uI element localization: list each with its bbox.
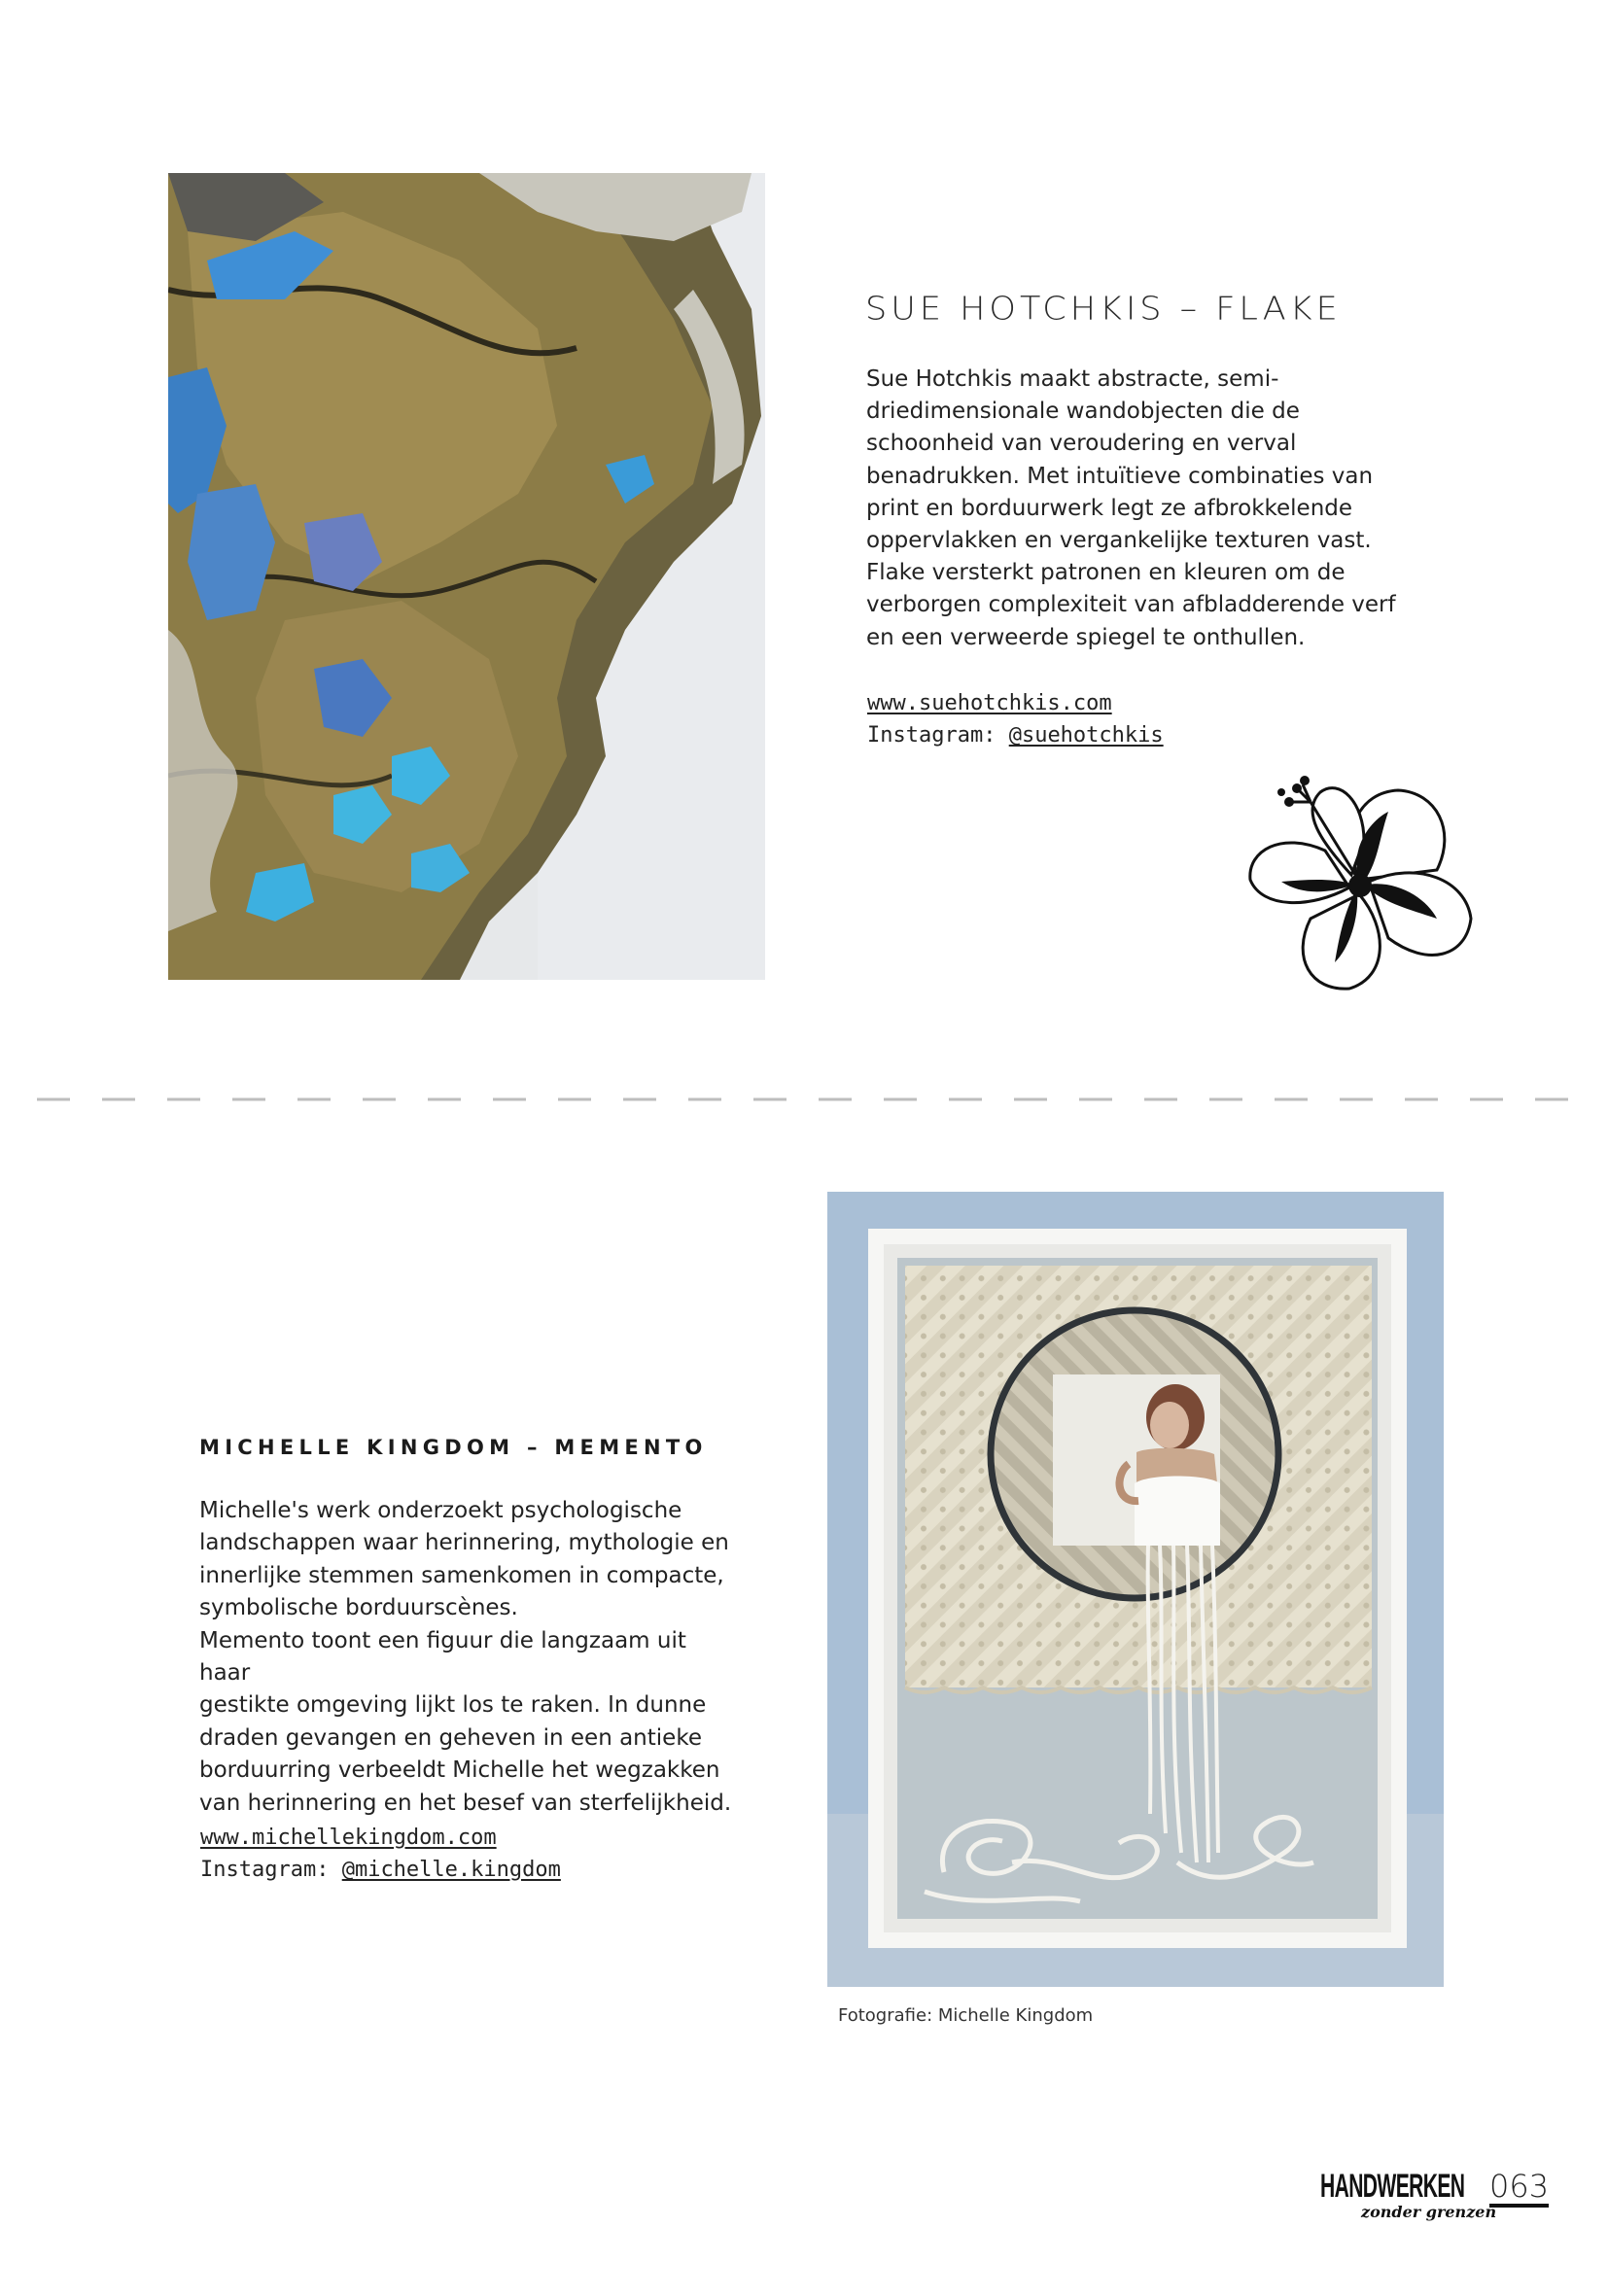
body-line: innerlijke stemmen samenkomen in compacte, xyxy=(199,1562,724,1588)
article-title-michelle-kingdom: MICHELLE KINGDOM – MEMENTO xyxy=(199,1436,708,1459)
magazine-logo xyxy=(1320,2168,1497,2222)
instagram-link[interactable]: @suehotchkis xyxy=(1008,723,1164,748)
body-line: oppervlakken en vergankelijke texturen vast. xyxy=(866,528,1372,554)
magazine-logo-subtitle: zonder grenzen xyxy=(1361,2203,1497,2221)
body-line: schoonheid van veroudering en verval xyxy=(866,431,1297,457)
body-line: gestikte omgeving lijkt los te raken. In dunne xyxy=(199,1692,707,1719)
body-line: Memento toont een figuur die langzaam uit haar xyxy=(199,1627,686,1687)
body-line: draden gevangen en geheven in een antieke xyxy=(199,1724,702,1751)
instagram-label: Instagram: xyxy=(867,723,996,748)
magazine-logo-title: HANDWERKEN xyxy=(1320,2168,1465,2205)
body-line: Flake versterkt patronen en kleuren om de xyxy=(866,560,1346,586)
body-line: en een verweerde spiegel te onthullen. xyxy=(866,624,1306,650)
contact-links-michelle-kingdom xyxy=(200,1822,561,1886)
body-line: print en borduurwerk legt ze afbrokkelende xyxy=(866,495,1353,521)
body-line: symbolische borduurscènes. xyxy=(199,1595,518,1621)
body-line: driedimensionale wandobjecten die de xyxy=(866,399,1300,425)
body-line: Sue Hotchkis maakt abstracte, semi- xyxy=(866,366,1279,392)
body-line: borduurring verbeeldt Michelle het wegzakken xyxy=(199,1757,720,1784)
section-divider xyxy=(37,1087,1571,1091)
contact-links-sue-hotchkis xyxy=(867,687,1164,751)
website-link[interactable]: www.michellekingdom.com xyxy=(200,1826,497,1850)
photo-caption: Fotografie: Michelle Kingdom xyxy=(838,2005,1094,2026)
body-line: landschappen waar herinnering, mythologie en xyxy=(199,1530,729,1556)
body-line: benadrukken. Met intuïtieve combinaties van xyxy=(866,463,1374,489)
instagram-link[interactable]: @michelle.kingdom xyxy=(341,1858,561,1882)
memento-embroidery-image xyxy=(827,1192,1444,1987)
article-body-sue-hotchkis xyxy=(866,364,1401,654)
article-body-michelle-kingdom xyxy=(199,1495,744,1820)
website-link[interactable]: www.suehotchkis.com xyxy=(867,691,1112,715)
instagram-label: Instagram: xyxy=(200,1858,330,1882)
body-line: Michelle's werk onderzoekt psychologische xyxy=(199,1498,682,1523)
flake-artwork-image xyxy=(168,173,765,980)
article-title-sue-hotchkis: SUE HOTCHKIS – FLAKE xyxy=(865,291,1342,328)
body-line: van herinnering en het besef van sterfelijkheid. xyxy=(199,1790,732,1816)
page-number: 063 xyxy=(1489,2170,1549,2208)
body-line: verborgen complexiteit van afbladderende verf xyxy=(866,592,1396,618)
hibiscus-flower-icon xyxy=(1242,773,1478,996)
